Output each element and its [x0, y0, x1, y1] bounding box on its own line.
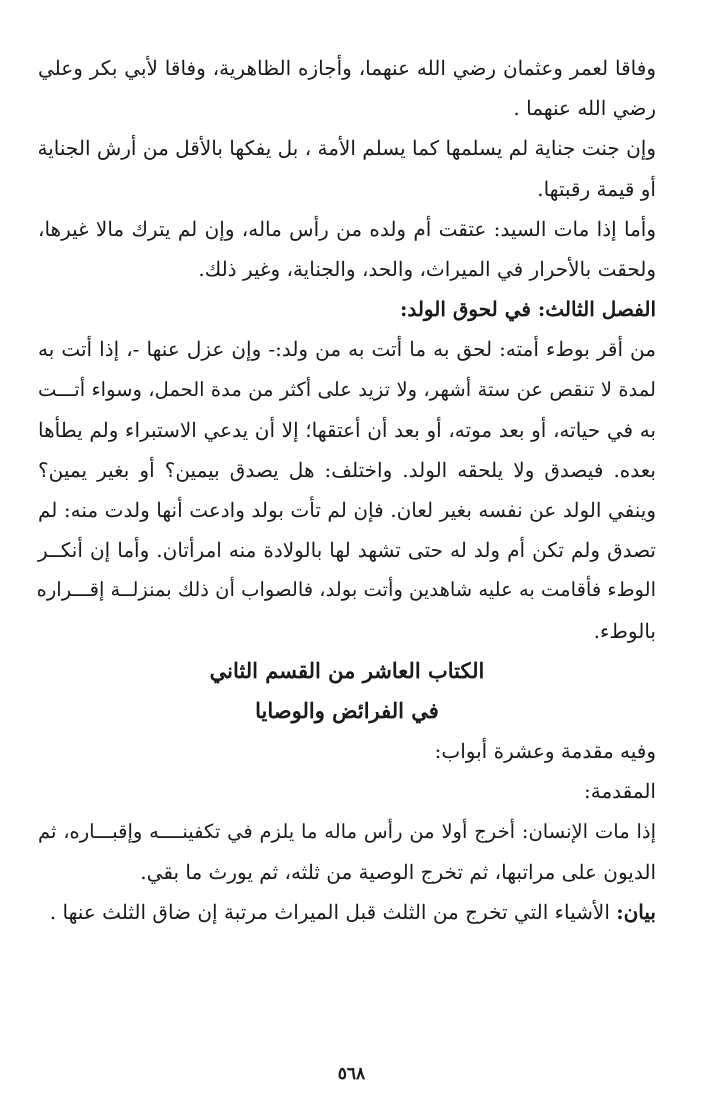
text-line: المقدمة: [583, 779, 656, 804]
text-line: إذا مات الإنسان: أخرج أولا من رأس ماله ما يلزم في تكفينــــه وإقبـــاره، ثم [38, 819, 656, 843]
text-line: رضي الله عنهما . [513, 96, 656, 121]
text-line: بعده. فيصدق ولا يلحقه الولد. واختلف: هل يصدق بيمين؟ أو بغير يمين؟ [38, 457, 656, 482]
bayan-label: بيان: [616, 899, 656, 924]
text-line: الوطء فأقامت به عليه شاهدين وأتت بولد، فالصواب أن ذلك بمنزلــة إقـــراره [36, 578, 656, 602]
text-line: وينفي الولد عن نفسه بغير لعان. فإن لم تأت بولد وادعت أنها ولدت منه: لم [38, 498, 656, 523]
section-heading: الفصل الثالث: في لحوق الولد: [399, 297, 656, 322]
text-line: به في حياته، أو بعد موته، أو بعد أن أعتقها؛ إلا أن يدعي الاستبراء ولم يطأها [38, 417, 656, 442]
bayan-text: الأشياء التي تخرج من الثلث قبل الميراث مرتبة إن ضاق الثلث عنها . [49, 899, 610, 924]
text-line: تصدق ولم تكن أم ولد له حتى تشهد لها بالولادة منه امرأتان. وأما إن أنكــر [38, 538, 656, 563]
text-line: وأما إذا مات السيد: عتقت أم ولده من رأس ماله، وإن لم يترك مالا غيرها، [38, 216, 656, 241]
text-line: وفيه مقدمة وعشرة أبواب: [434, 739, 656, 764]
text-line [38, 892, 656, 932]
text-line: بالوطء. [593, 618, 656, 643]
text-line: أو قيمة رقبتها. [537, 176, 656, 201]
page-body [38, 48, 656, 932]
text-line: من أقر بوطء أمته: لحق به ما أتت به من ولد:- وإن عزل عنها -، إذا أتت به [38, 337, 656, 362]
page-number: ٥٦٨ [337, 1064, 366, 1084]
book-subtitle: في الفرائض والوصايا [255, 698, 439, 723]
text-line: الديون على مراتبها، ثم تخرج الوصية من ثلثه، ثم يورث ما بقي. [140, 859, 656, 884]
book-title: الكتاب العاشر من القسم الثاني [209, 657, 485, 683]
text-line: ولحقت بالأحرار في الميراث، والحد، والجناية، وغير ذلك. [198, 256, 656, 281]
text-line: وفاقا لعمر وعثمان رضي الله عنهما، وأجازه الظاهرية، وفاقا لأبي بكر وعلي [38, 56, 656, 80]
text-line: لمدة لا تنقص عن ستة أشهر، ولا تزيد على أكثر من مدة الحمل، وسواء أتـــت [38, 377, 656, 401]
text-line: وإن جنت جناية لم يسلمها كما يسلم الأمة ، بل يفكها بالأقل من أرش الجناية [37, 136, 656, 161]
